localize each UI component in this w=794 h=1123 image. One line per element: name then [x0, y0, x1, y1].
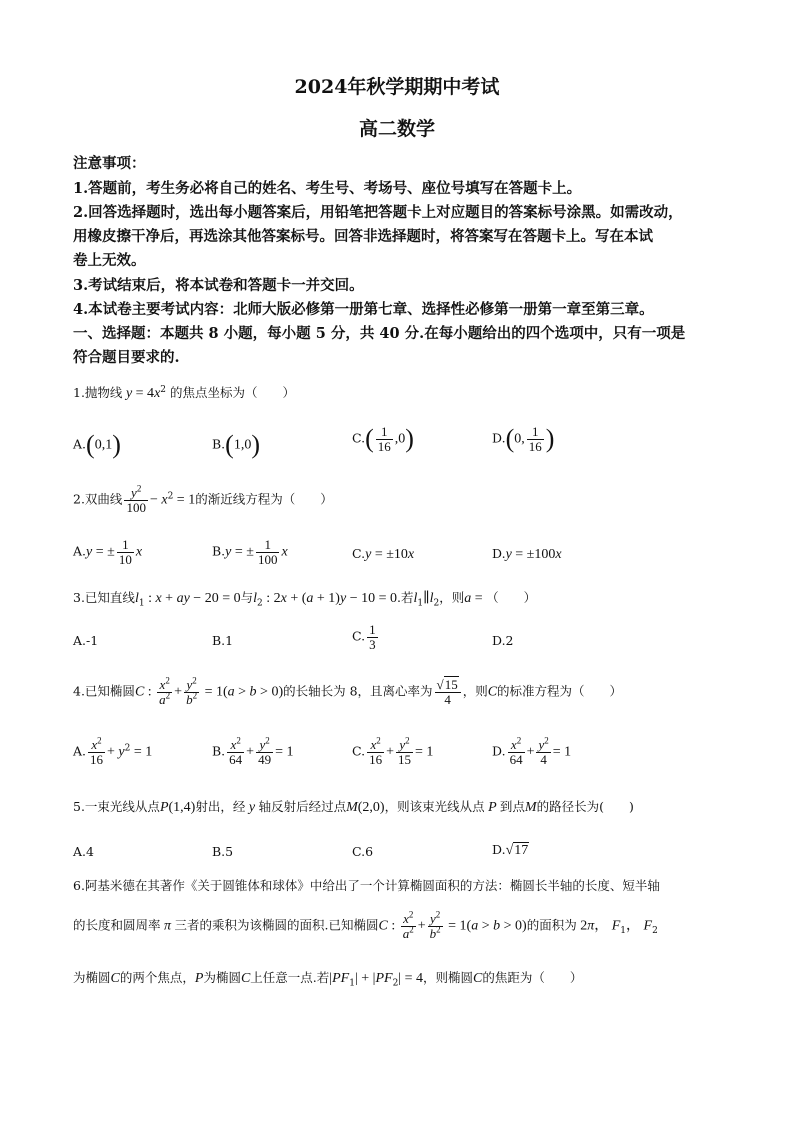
question-text: 3.已知直线: [73, 590, 135, 605]
question-5: 5.一束光线从点P(1,4)射出，经 y 轴反射后经过点M(2,0)，则该束光线从点 P 到点M的路径长为( ): [73, 799, 634, 815]
question-3: 3.已知直线$l_1$ : x + ay − 20 = 0与$l_2$ : 2x + (a + 1)y − 10 = 0.若$l_1\parallel l_2$，则a = （ ）: [73, 590, 537, 609]
option-d: D.(0, $\frac{1}{16}$ ): [492, 423, 555, 454]
question-1: 1.抛物线 $y = 4x^2$ 的焦点坐标为（ ）: [73, 384, 296, 401]
question-text: 的渐近线方程为（ ）: [195, 491, 333, 507]
question-text: 4.已知椭圆: [73, 683, 135, 699]
question-text: 5.一束光线从点: [73, 799, 160, 814]
option-c: C.6: [352, 844, 374, 859]
option-a: A.y = ± $\frac{1}{10}$ x: [73, 537, 143, 567]
option-d: D.2: [492, 633, 514, 648]
option-c: C. $\frac{1}{3}$: [352, 622, 376, 652]
option-d: D.√17: [492, 842, 529, 858]
notice-item: 卷上无效。: [73, 252, 146, 269]
option-c: C.( $\frac{1}{16}$ ,0): [352, 423, 414, 454]
option-a: A.4: [73, 844, 94, 859]
option-a: A.-1: [73, 633, 99, 648]
notice-item: 1.答题前，考生务必将自己的姓名、考生号、考场号、座位号填写在答题卡上。: [73, 180, 582, 197]
exam-subtitle: 高二数学: [358, 118, 435, 140]
question-6-line-2: 的长度和圆周率 π 三者的乘积为该椭圆的面积.已知椭圆C : $\frac{x^2}{a^2}$ + $\frac{y^2}{b^2}$ = 1(a > b > 0)的面积为 2π， $F_1$， $F_2$: [73, 909, 658, 941]
option-c: C. $\frac{x^2}{16}$ + $\frac{y^2}{15}$ = 1: [352, 735, 434, 767]
notice-heading: 注意事项：: [73, 155, 146, 172]
option-b: B. $\frac{x^2}{64}$ + $\frac{y^2}{49}$ = 1: [212, 735, 294, 767]
section-heading-cont: 符合题目要求的.: [73, 349, 180, 366]
question-text: 1.抛物线: [73, 385, 123, 400]
notice-item: 4.本试卷主要考试内容：北师大版必修第一册第七章、选择性必修第一册第一章至第三章。: [73, 301, 654, 318]
option-c: C.y = ±10x: [352, 546, 415, 562]
question-6-line-1: 6.阿基米德在其著作《关于圆锥体和球体》中给出了一个计算椭圆面积的方法：椭圆长半轴的长度、短半轴: [73, 878, 660, 893]
option-d: D. $\frac{x^2}{64}$ + $\frac{y^2}{4}$ = 1: [492, 735, 572, 767]
question-text: 2.双曲线: [73, 491, 123, 507]
question-2: 2.双曲线 $\frac{y^2}{100}$ − $x^2 = 1$的渐近线方程为（ ）: [73, 483, 333, 515]
question-4: 4.已知椭圆C : $\frac{x^2}{a^2}$ + $\frac{y^2}{b^2}$ = 1(a > b > 0)的长轴长为 8，且离心率为 $\frac{√15}{4}$ ，则C的标准方程为（ ）: [73, 675, 623, 707]
notice-item: 用橡皮擦干净后，再选涂其他答案标号。回答非选择题时，将答案写在答题卡上。写在本试: [73, 228, 653, 245]
option-d: D.y = ±100x: [492, 546, 562, 562]
question-6-line-3: 为椭圆C的两个焦点，P为椭圆C上任意一点.若$|PF_1| + |PF_2| = 4$，则椭圆C的焦距为（ ）: [73, 970, 583, 989]
notice-item: 3.考试结束后，将本试卷和答题卡一并交回。: [73, 277, 364, 294]
option-a: A. $\frac{x^2}{16}$ + $y^2 = 1$: [73, 735, 153, 767]
section-heading: 一、选择题：本题共 8 小题，每小题 5 分，共 40 分.在每小题给出的四个选项中，只有一项是: [73, 325, 686, 342]
question-text: 的焦点坐标为（ ）: [170, 385, 296, 400]
exam-title: 2024年秋学期期中考试: [294, 76, 500, 98]
option-b: B.1: [212, 633, 234, 648]
option-b: B.(1,0): [212, 430, 261, 459]
option-a: A.(0,1): [73, 430, 121, 459]
option-b: B.5: [212, 844, 234, 859]
option-b: B.y = ± $\frac{1}{100}$ x: [212, 537, 288, 567]
notice-item: 2.回答选择题时，选出每小题答案后，用铅笔把答题卡上对应题目的答案标号涂黑。如需改动，: [73, 204, 683, 221]
